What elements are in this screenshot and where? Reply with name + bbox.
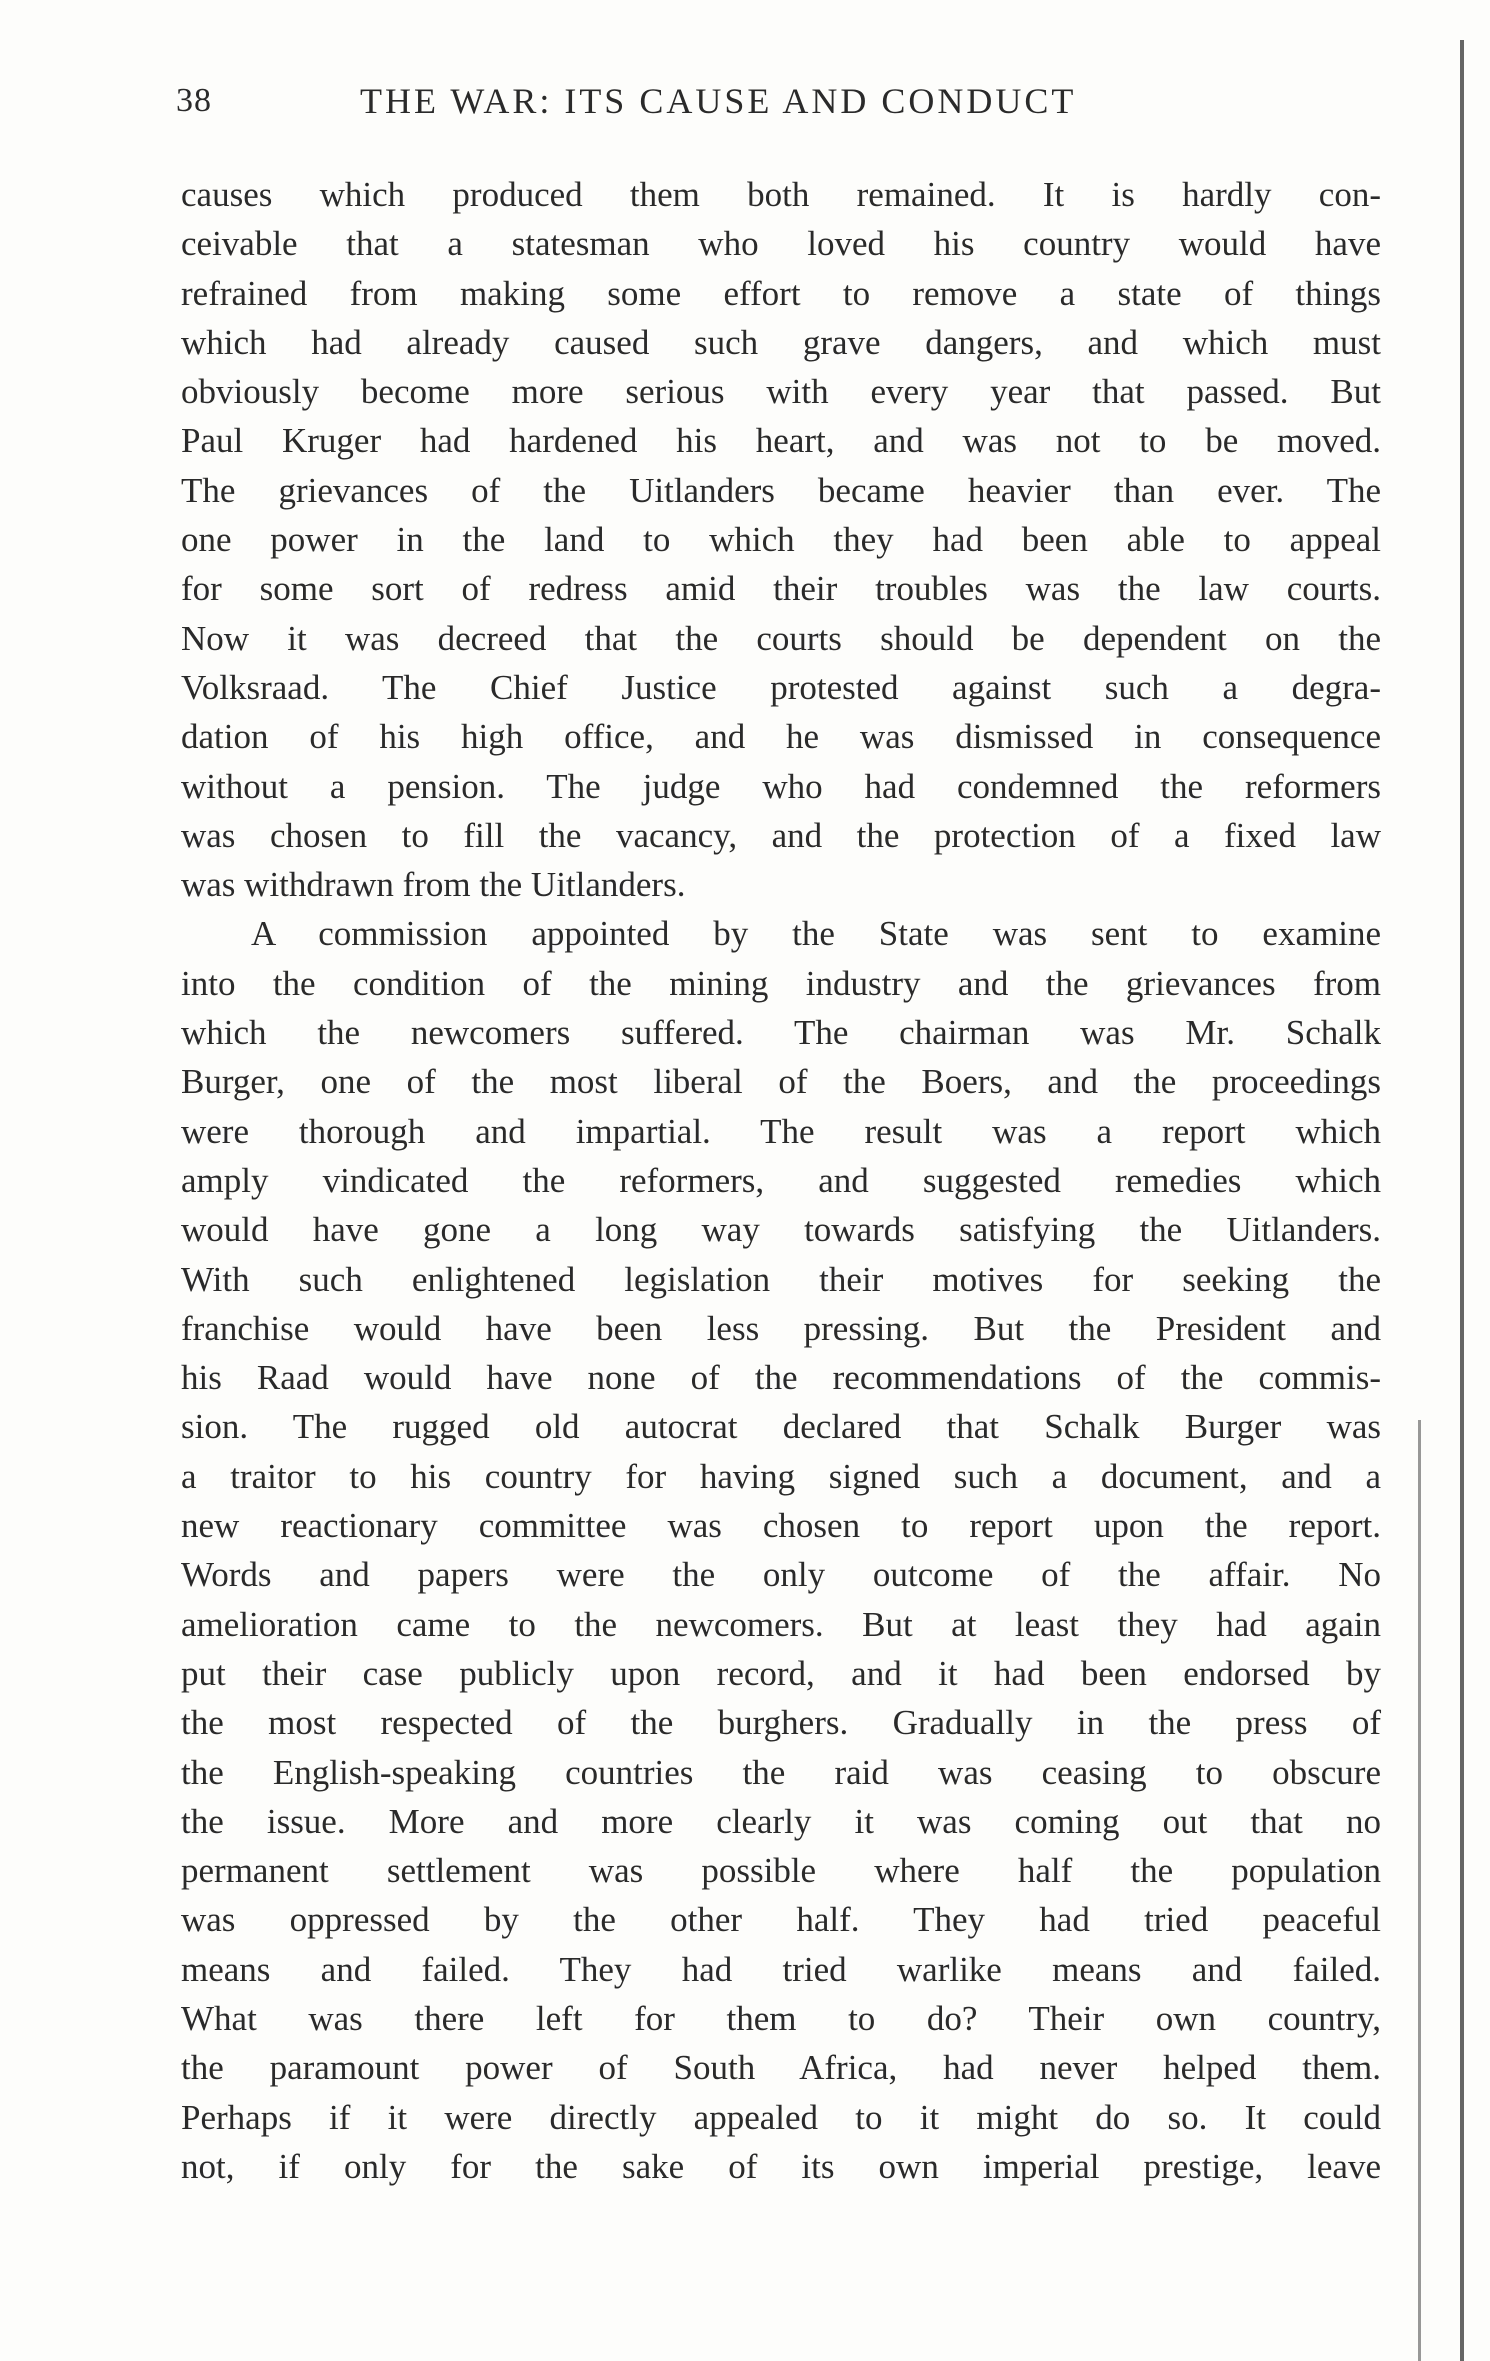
text-line [181,1107,1381,1156]
text-line-content: put their case publicly upon record, and it had been endorsed by [181,1653,1381,1693]
text-line-content: amelioration came to the newcomers. But at least they had again [181,1604,1381,1644]
text-line [181,1994,1381,2043]
text-line [181,663,1381,712]
text-line-content: Burger, one of the most liberal of the Boers, and the proceedings [181,1062,1381,1102]
text-line-content: What was there left for them to do? Their own country, [181,1998,1381,2038]
page-number: 38 [176,82,212,119]
text-line-content: one power in the land to which they had been able to appeal [181,520,1381,560]
text-line-content: into the condition of the mining industry and the grievances from [181,963,1381,1003]
text-line-content: The grievances of the Uitlanders became heavier than ever. The [181,470,1381,510]
text-line-content: was withdrawn from the Uitlanders. [181,865,686,905]
text-line-content: Words and papers were the only outcome of the affair. No [181,1555,1381,1595]
text-line [181,712,1381,761]
text-line [181,170,1381,219]
text-line [181,2093,1381,2142]
text-line [181,318,1381,367]
text-line-content: which the newcomers suffered. The chairman was Mr. Schalk [181,1013,1381,1053]
text-line-content: would have gone a long way towards satisfying the Uitlanders. [181,1210,1381,1250]
text-line-content: was oppressed by the other half. They had tried peaceful [181,1900,1381,1940]
text-line [181,1402,1381,1451]
text-line [181,1353,1381,1402]
text-line-content: the English-speaking countries the raid was ceasing to obscure [181,1752,1381,1792]
text-line [181,367,1381,416]
text-line-content: Now it was decreed that the courts should be dependent on the [181,618,1381,658]
text-line-content: Volksraad. The Chief Justice protested against such a degra- [181,667,1381,707]
text-line-content: were thorough and impartial. The result was a report which [181,1111,1381,1151]
text-line-content: new reactionary committee was chosen to report upon the report. [181,1506,1381,1546]
text-line-content: amply vindicated the reformers, and suggested remedies which [181,1160,1381,1200]
text-line [181,1501,1381,1550]
text-line [181,959,1381,1008]
text-line-content: sion. The rugged old autocrat declared that Schalk Burger was [181,1407,1381,1447]
text-line-content: permanent settlement was possible where half the population [181,1851,1381,1891]
text-line-content: refrained from making some effort to remove a state of things [181,273,1381,313]
text-line [181,1008,1381,1057]
text-line [181,2142,1381,2191]
text-line-content: franchise would have been less pressing. But the President and [181,1308,1381,1348]
text-line-content: the paramount power of South Africa, had never helped them. [181,2048,1381,2088]
text-line [181,416,1381,465]
text-line-content: Perhaps if it were directly appealed to it might do so. It could [181,2097,1381,2137]
text-line [181,564,1381,613]
text-line [181,515,1381,564]
page-edge-shadow [1418,1420,1421,2361]
text-line [181,1156,1381,1205]
text-line [181,466,1381,515]
text-line-content: dation of his high office, and he was dismissed in consequence [181,717,1381,757]
text-line-content: was chosen to fill the vacancy, and the protection of a fixed law [181,815,1381,855]
text-line-content: a traitor to his country for having signed such a document, and a [181,1456,1381,1496]
text-line-content: obviously become more serious with every year that passed. But [181,372,1381,412]
text-line-content: for some sort of redress amid their troubles was the law courts. [181,569,1381,609]
text-line [181,1797,1381,1846]
text-line [181,219,1381,268]
text-line [181,762,1381,811]
text-line [181,811,1381,860]
text-line [181,1205,1381,1254]
text-line-content: With such enlightened legislation their motives for seeking the [181,1259,1381,1299]
text-line [181,614,1381,663]
text-line-content: Paul Kruger had hardened his heart, and was not to be moved. [181,421,1381,461]
text-line [181,1945,1381,1994]
text-line [181,860,1381,909]
text-line-content: A commission appointed by the State was sent to examine [251,914,1381,954]
text-line [181,2043,1381,2092]
text-line-content: the issue. More and more clearly it was coming out that no [181,1801,1381,1841]
text-line [181,1452,1381,1501]
text-line-content: ceivable that a statesman who loved his country would have [181,224,1381,264]
text-line [181,1895,1381,1944]
page-edge-line [1460,40,1464,2361]
text-line-content: which had already caused such grave dangers, and which must [181,322,1381,362]
text-line-content: means and failed. They had tried warlike means and failed. [181,1949,1381,1989]
text-line [181,1550,1381,1599]
text-line [181,1304,1381,1353]
text-line-content: without a pension. The judge who had condemned the reformers [181,766,1381,806]
body-text [181,170,1381,2191]
text-line [181,1600,1381,1649]
text-line [181,1698,1381,1747]
text-line [181,909,1381,958]
text-line [181,1846,1381,1895]
text-line-content: not, if only for the sake of its own imperial prestige, leave [181,2146,1381,2186]
text-line-content: the most respected of the burghers. Gradually in the press of [181,1703,1381,1743]
running-head: THE WAR: ITS CAUSE AND CONDUCT [360,81,1077,121]
text-line [181,1649,1381,1698]
text-line [181,1748,1381,1797]
text-line [181,1057,1381,1106]
text-line-content: his Raad would have none of the recommendations of the commis- [181,1358,1381,1398]
text-line [181,1255,1381,1304]
text-line [181,269,1381,318]
text-line-content: causes which produced them both remained. It is hardly con- [181,175,1381,214]
